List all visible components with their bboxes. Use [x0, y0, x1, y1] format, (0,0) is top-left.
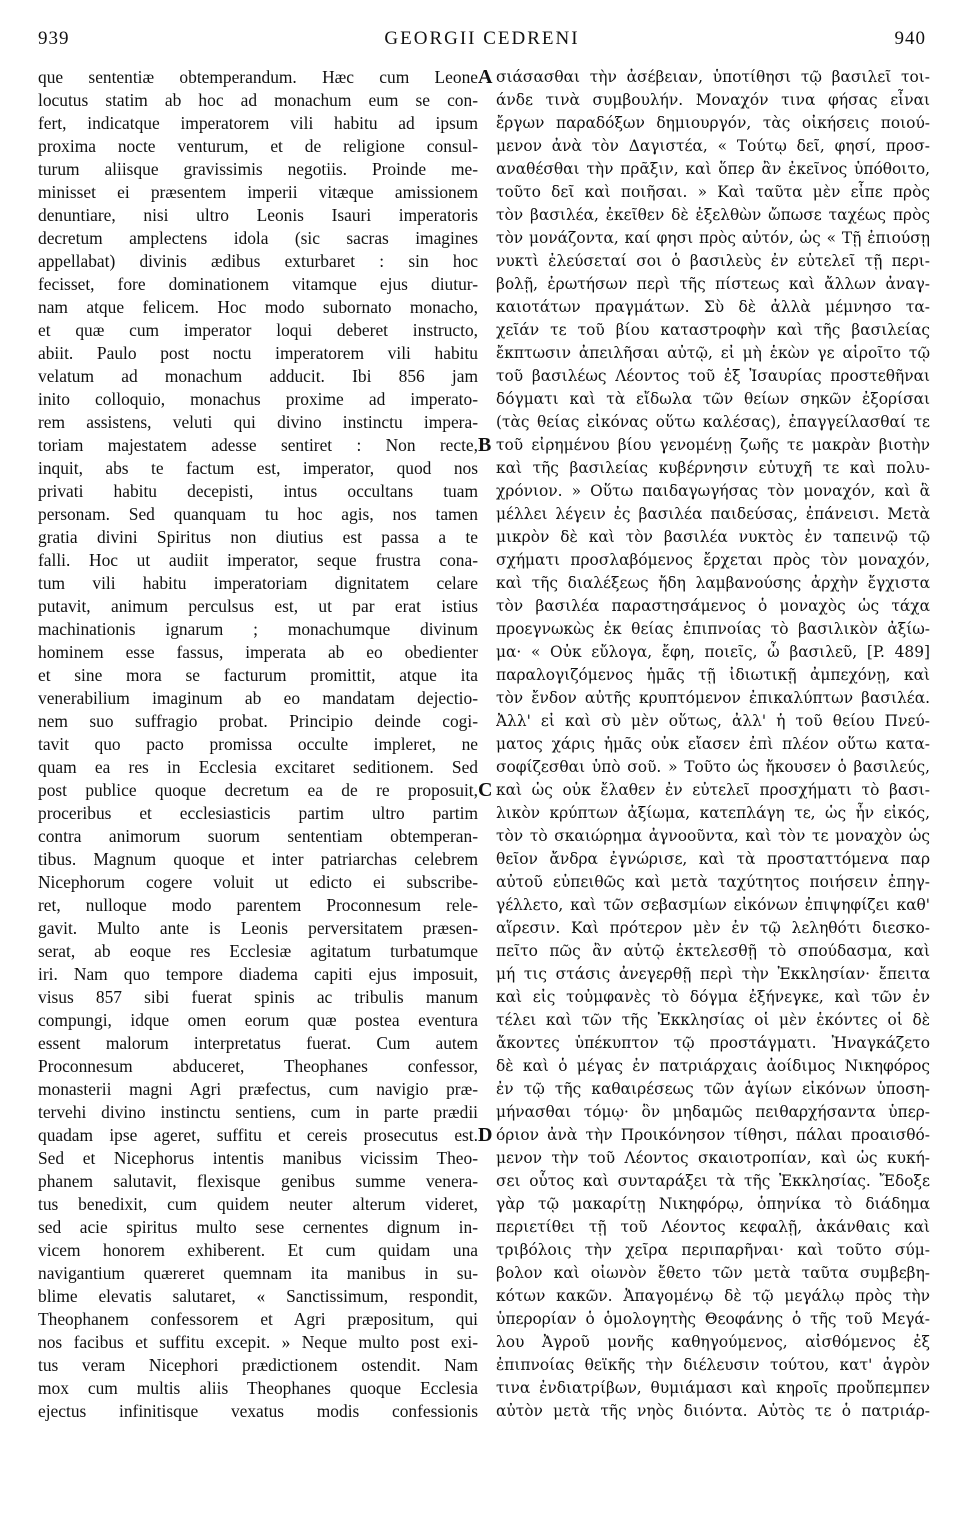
text-line: Sed et Nicephorus intentis manibus vicissim Theo- [38, 1148, 478, 1168]
text-line: δόγματι καὶ τὰ εἴδωλα τῶν θείων σηκῶν ἐξορίσαι [496, 390, 930, 408]
text-line: privati habitu decepisti, intus occultans tuam [38, 481, 478, 501]
text-line: Theophanem confessorem et Agri præpositum, qui [38, 1309, 478, 1329]
text-line: ἐν τῷ τῆς καθαιρέσεως τῶν ἁγίων εἰκόνων ὑποση- [496, 1080, 930, 1098]
left-page-number: 939 [38, 28, 70, 49]
text-line: μέλλει λέγειν ἐς βασιλέα παιδεύσας, ἐπάνεισι. Μετὰ [496, 505, 930, 523]
text-line: denuntiare, nisi ultro Leonis Isauri imperatoris [38, 205, 478, 225]
text-line: τριβόλοις τὴν χεῖρα περιπαρῆναι· καὶ τοῦτο σύμ- [496, 1241, 930, 1259]
text-line: σιάσασθαι τὴν ἀσέβειαν, ὑποτίθησι τῷ βασιλεῖ τοι- [496, 68, 930, 86]
text-line: minisset ei præsentem imperii vitæque amissionem [38, 182, 478, 202]
text-line: τὸν ἔνδον αὐτῆς κρυπτόμενον ἐπικαλύπτων βασιλέα. [496, 689, 930, 707]
text-line: χεῖάν τε τοῦ βίου καταστροφὴν καὶ τῆς βασιλείας [496, 321, 930, 339]
text-line: ματος χάρις ἡμᾶς οὐκ εἴασεν ἐπὶ πλέον οὕτω κατα- [496, 735, 930, 753]
text-line: proxima nocte venturum, et de religione consul- [38, 136, 478, 156]
latin-column [38, 66, 478, 1423]
text-line: tervehi divino instinctu sentiens, cum in parte prædii [38, 1102, 478, 1122]
text-line: ἔκπτωσιν ἀπειλῆσαι αὐτῷ, εἰ μὴ ἑκὼν γε αἱροῖτο τῷ [496, 344, 930, 362]
right-page-number: 940 [894, 28, 926, 49]
text-line: iri. Nam quo tempore diadema capiti ejus imposuit, [38, 964, 478, 984]
margin-marker-a: A [478, 66, 493, 88]
text-line: falli. Hoc ut audiit imperator, seque frustra cona- [38, 550, 478, 570]
text-line: appellabat) divinis ædibus exturbaret : sin hoc [38, 251, 478, 271]
text-line: Proconnesum abduceret, Theophanes confessor, [38, 1056, 478, 1076]
text-line: quam ea res in Ecclesia excitaret seditionem. Sed [38, 757, 478, 777]
text-line: σει οὗτος καὶ συνταράξει τὰ τῆς Ἐκκλησίας. Ἔδοξε [496, 1172, 930, 1190]
text-line: machinationis ignarum ; monachumque divinum [38, 619, 478, 639]
text-line: nam atque felicem. Hoc modo subornato monacho, [38, 297, 478, 317]
text-line: putavit, animum perculsus est, ut par erat istius [38, 596, 478, 616]
text-line: τοῦ εἰρημένου βίου γενομένῃ ζωῆς τε μακρὰν βιοτὴν [496, 436, 930, 454]
text-line: et quæ cum imperator loqui deberet instructo, [38, 320, 478, 340]
text-line: μήνασθαι τόμῳ· ὃν μηδαμῶς πειθαρχήσαντα ὑπερ- [496, 1103, 930, 1121]
text-line: μα· « Οὐκ εὔλογα, ἔφη, ποιεῖς, ὦ βασιλεῦ, [P. 489] [496, 643, 930, 661]
text-line: toriam majestatem adesse sentiret : Non recte, [38, 435, 478, 455]
text-line: compungi, idque omen eorum quæ postea eventura [38, 1010, 478, 1030]
text-line: καὶ τῆς διαλέξεως ἤδη λαμβανούσης ἀρχὴν ἔγχιστα [496, 574, 930, 592]
text-line: ἔργων παραδόξων δημιουργόν, τὰς οἰκήσεις ποιού- [496, 114, 930, 132]
text-line: mox cum multis aliis Theophanes quoque Ecclesia [38, 1378, 478, 1398]
text-line: monasterii magni Agri præfectus, cum navigio præ- [38, 1079, 478, 1099]
text-line: τὸν τὸ σκαιώρημα ἀγνοοῦντα, καὶ τὸν τε μοναχὸν ὡς [496, 827, 930, 845]
text-line: περιετίθει τῇ τοῦ Λέοντος κεφαλῇ, ἀκάνθαις καὶ [496, 1218, 930, 1236]
text-line: αὐτὸν μετὰ τῆς νηὸς διιόντα. Αὐτὸς τε ὁ πατριάρ- [496, 1402, 930, 1420]
text-line: ret, nulloque modo parentem Proconnesum rele- [38, 895, 478, 915]
text-line: τὸν μονάζοντα, καί φησι πρὸς αὐτόν, ὡς « Τῇ ἐπιούσῃ [496, 229, 930, 247]
text-line: blime elevatis salutaret, « Sanctissimum, respondit, [38, 1286, 478, 1306]
text-line: visus 857 sibi fuerat spinis ac tribulis manum [38, 987, 478, 1007]
text-line: γέλλετο, καὶ τῶν σεβασμίων εἰκόνων ἐπιψηφίζει καθ' [496, 896, 930, 914]
text-line: προεγνωκὼς ἐκ θείας ἐπιπνοίας τὸ βασιλικὸν ἀξίω- [496, 620, 930, 638]
margin-marker-b: B [478, 434, 492, 456]
text-line: τοῦ βασιλέως Λέοντος τοῦ ἐξ Ἰσαυρίας προστεθῆναι [496, 367, 930, 385]
text-line: γὰρ τῷ μακαρίτῃ Νικηφόρῳ, ὁπηνίκα τὸ διάδημα [496, 1195, 930, 1213]
text-line: ἐπιπνοίας θεϊκῆς τὴν διέλευσιν τούτου, κατ' ἀγρὸν [496, 1356, 930, 1374]
running-header [38, 28, 926, 58]
text-line: όριον ἀνὰ τὴν Προικόνησον τίθησι, πάλαι προαισθό- [496, 1126, 930, 1144]
text-line: βολῇ, ἐρωτήσων περὶ τῆς πίστεως καὶ ἄλλων ἀναγ- [496, 275, 930, 293]
text-line: μενον ἀνὰ τὸν Δαγιστέα, « Τούτῳ δεῖ, φησί, προσ- [496, 137, 930, 155]
text-line: tus veram Nicephori prædictionem ostendit. Nam [38, 1355, 478, 1375]
text-line: tum vili habitu imperatoriam dignitatem celare [38, 573, 478, 593]
running-title: GEORGII CEDRENI [384, 28, 580, 49]
margin-marker-c: C [478, 779, 493, 801]
text-line: (τὰς θείας εἰκόνας οὕτω καλέσας), ἐπαγγείλασθαί τε [496, 413, 930, 431]
text-line: inquit, abs te factum est, imperator, quod nos [38, 458, 478, 478]
text-line: gavit. Multo ante is Leonis perversitatem præsen- [38, 918, 478, 938]
text-line: velatum ad monachum adducit. Ibi 856 jam [38, 366, 478, 386]
text-line: turum aliisque gravissimis negotiis. Proinde me- [38, 159, 478, 179]
text-line: μενον τὴν τοῦ Λέοντος σκαιοτροπίαν, καὶ ὡς κυκή- [496, 1149, 930, 1167]
text-line: inito colloquio, monachus proxime ad imperato- [38, 389, 478, 409]
text-line: Nicephorum cogere voluit ut edicto ei subscribe- [38, 872, 478, 892]
text-line: venerabilium imaginum ab eo mandatam dejectio- [38, 688, 478, 708]
text-line: hominem esse fassus, imperata ab eo obedienter [38, 642, 478, 662]
text-line: vicem honorem exhiberent. Et cum quidam una [38, 1240, 478, 1260]
text-line: μή τις στάσις ἀνεγερθῇ περὶ τὴν Ἐκκλησίαν· ἔπειτα [496, 965, 930, 983]
text-line: nos facibus et suffitu excepit. » Neque multo post exi- [38, 1332, 478, 1352]
text-line: gratia divini Spiritus non diutius est passa a te [38, 527, 478, 547]
text-line: καὶ ὡς οὐκ ἔλαθεν ἐν εὐτελεῖ προσχήματι τὸ βασι- [496, 781, 930, 799]
text-line: fert, indicatque imperatorem vili habitu ad ipsum [38, 113, 478, 133]
text-line: serat, ab eoque res Ecclesiæ agitatum turbatumque [38, 941, 478, 961]
text-line: νυκτὶ ἐλεύσεταί σοι ὁ βασιλεὺς ἐν εὐτελεῖ τῇ περι- [496, 252, 930, 270]
text-line: essent malorum interpretatus fuerat. Cum autem [38, 1033, 478, 1053]
text-line: navigantium quæreret quemnam ita manibus in su- [38, 1263, 478, 1283]
text-line: τὸν βασιλέα παραστησάμενος ὁ μοναχὸς ὡς τάχα [496, 597, 930, 615]
text-line: phanem salutavit, flexisque genibus summe venera- [38, 1171, 478, 1191]
text-line: παραλογιζόμενος ἡμᾶς τῇ ἰδιωτικῇ ἀμπεχόνῃ, καὶ [496, 666, 930, 684]
text-line: τὸν βασιλέα, ἐκεῖθεν δὲ ἐξελθὼν ὤπωσε ταχέως πρὸς [496, 206, 930, 224]
text-line: πεῖτο πῶς ἂν αὐτῷ ἐκτελεσθῇ τὸ σπούδασμα, καὶ [496, 942, 930, 960]
greek-column [496, 66, 930, 1423]
text-line: contra animorum suorum sententiam obtemperan- [38, 826, 478, 846]
text-line: decretum amplectens idola (sic sacras imagines [38, 228, 478, 248]
text-line: δὲ καὶ ὁ μέγας ἐν πατριάρχαις ἀοίδιμος Νικηφόρος [496, 1057, 930, 1075]
text-line: abiit. Paulo post noctu imperatorem vili habitu [38, 343, 478, 363]
text-line: que sententiæ obtemperandum. Hæc cum Leone [38, 67, 478, 87]
text-line: αναθέσθαι τὴν πρᾶξιν, καὶ ὅπερ ἂν ἐκεῖνος ὑπόθοιτο, [496, 160, 930, 178]
text-line: locutus statim ab hoc ad monachum eum se con- [38, 90, 478, 110]
text-line: et sine mora se facturum promittit, atque ita [38, 665, 478, 685]
text-line: βολον καὶ οἰωνὸν ἔθετο τῶν μετὰ ταῦτα συμβεβη- [496, 1264, 930, 1282]
text-line: λου Ἀγροῦ μονῆς καθηγούμενος, αἰσθόμενος ἐξ [496, 1333, 930, 1351]
text-line: αἵρεσιν. Καὶ πρότερον μὲν ἐν τῷ λεληθότι διεσκο- [496, 919, 930, 937]
margin-marker-d: D [478, 1124, 493, 1146]
text-line: καὶ εἰς τοὐμφανὲς τὸ δόγμα ἐξήνεγκε, καὶ τῶν ἐν [496, 988, 930, 1006]
text-line: personam. Sed quanquam tu hoc agis, nos tamen [38, 504, 478, 524]
text-line: tavit quo pacto promissa occulte impleret, ne [38, 734, 478, 754]
text-line: nem suo suffragio probat. Principio deinde cogi- [38, 711, 478, 731]
text-line: fecisset, fore dominationem vitamque ejus diutur- [38, 274, 478, 294]
text-line: μικρὸν δὲ καὶ τὸν βασιλέα νυκτὸς ἐν ταπεινῷ τῷ [496, 528, 930, 546]
text-line: tus benedixit, cum quidem neuter alterum videret, [38, 1194, 478, 1214]
text-line: άνδε τινὰ συμβουλήν. Μοναχόν τινα φήσας εἶναι [496, 91, 930, 109]
text-line: τινα ἐνδιατρίβων, θυμιάμασι καὶ κηροῖς προὔπεμπεν [496, 1379, 930, 1397]
text-line: σοφίζεσθαι ὑπὸ σοῦ. » Τοῦτο ὡς ἤκουσεν ὁ βασιλεύς, [496, 758, 930, 776]
text-line: καὶ τῆς βασιλείας κυβέρνησιν εὐτυχῆ τε καὶ πολυ- [496, 459, 930, 477]
text-line: ejectus infinitisque vexatus modis confessionis [38, 1401, 478, 1421]
text-line: χρόνιον. » Οὕτω παιδαγωγήσας τὸν μοναχόν, καὶ ἃ [496, 482, 930, 500]
text-line: post publice quoque decretum ea de re proposuit, [38, 780, 478, 800]
text-line: καιοτάτων πραγμάτων. Σὺ δὲ ἀλλὰ μέμνησο τα- [496, 298, 930, 316]
text-line: κότων κακῶν. Ἀπαγομένῳ δὲ τῷ μεγάλῳ πρὸς τὴν [496, 1287, 930, 1305]
text-line: ἄκοντες ὑπέκυπτον τῷ προστάγματι. Ἠναγκάζετο [496, 1034, 930, 1052]
text-line: σχήματι προσλαβόμενος ἔρχεται πρὸς τὸν μοναχόν, [496, 551, 930, 569]
text-line: θεῖον ἄνδρα ἐγνώρισε, καὶ τὰ προσταττόμενα παρ [496, 850, 930, 868]
text-line: rem assistens, veluti qui divino instinctu impera- [38, 412, 478, 432]
text-line: quadam ipse ageret, suffitu et cereis prosecutus est. [38, 1125, 478, 1145]
text-line: λικὸν κρύπτων ἀξίωμα, κατεπλάγη τε, ὡς ἦν εἰκός, [496, 804, 930, 822]
text-line: proceribus et ecclesiasticis partim ultro partim [38, 803, 478, 823]
text-line: sed acie spiritus multo sese cernentes dignum in- [38, 1217, 478, 1237]
text-line: τέλει καὶ τῶν τῆς Ἐκκλησίας οἱ μὲν ἑκόντες οἱ δὲ [496, 1011, 930, 1029]
text-line: αὐτοῦ εὐπειθῶς καὶ μετὰ ταχύτητος ποιήσειν ἐπηγ- [496, 873, 930, 891]
text-line: τοῦτο δεῖ καὶ ποιῆσαι. » Καὶ ταῦτα μὲν εἶπε πρὸς [496, 183, 930, 201]
text-line: Ἀλλ' εἰ καὶ σὺ μὲν οὕτως, ἀλλ' ἡ τοῦ θείου Πνεύ- [496, 712, 930, 730]
text-line: ὑπερορίαν ὁ ὁμολογητὴς Θεοφάνης ὁ τῆς τοῦ Μεγά- [496, 1310, 930, 1328]
text-line: tibus. Magnum quoque et inter patriarchas celebrem [38, 849, 478, 869]
